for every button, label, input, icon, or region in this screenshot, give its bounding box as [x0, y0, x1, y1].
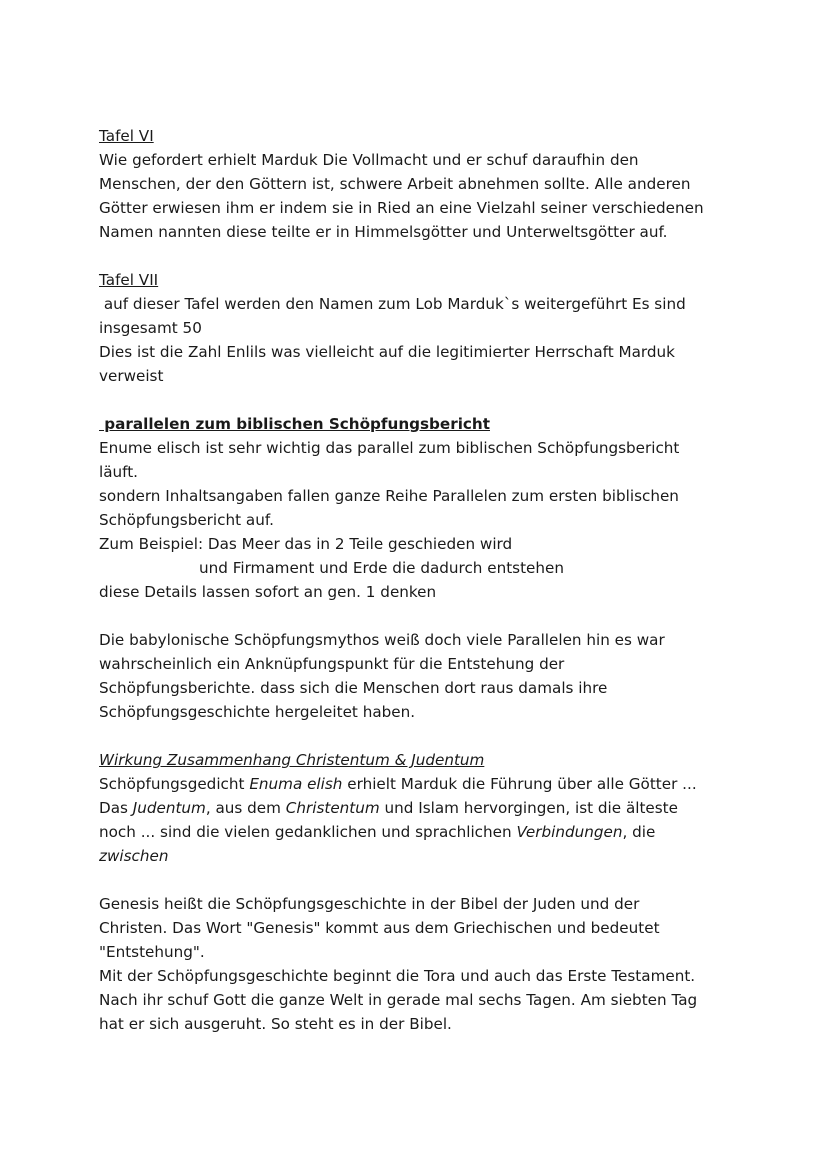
- paragraph-line: [99, 796, 739, 820]
- paragraph-line: wahrscheinlich ein Anknüpfungspunkt für die Entstehung der: [99, 655, 565, 673]
- paragraph-line: Namen nannten diese teilte er in Himmelsgötter und Unterweltsgötter auf.: [99, 223, 668, 241]
- blank-line: [99, 388, 739, 412]
- paragraph-line: Dies ist die Zahl Enlils was vielleicht auf die legitimierter Herrschaft Marduk: [99, 343, 675, 361]
- paragraph-line: sondern Inhaltsangaben fallen ganze Reihe Parallelen zum ersten biblischen: [99, 487, 679, 505]
- blank-line: [99, 604, 739, 628]
- paragraph-line: insgesamt 50: [99, 319, 202, 337]
- text-run: , die: [622, 823, 656, 841]
- section-heading-tafel-vii: Tafel VII: [99, 271, 159, 289]
- paragraph-line: verweist: [99, 367, 164, 385]
- paragraph-line: zwischen: [99, 847, 169, 865]
- text-run: und Islam hervorgingen, ist die älteste: [379, 799, 678, 817]
- paragraph-line: läuft.: [99, 463, 139, 481]
- blank-line: [99, 868, 739, 892]
- paragraph-line: Genesis heißt die Schöpfungsgeschichte in der Bibel der Juden und der: [99, 895, 640, 913]
- paragraph-line: Zum Beispiel: Das Meer das in 2 Teile geschieden wird: [99, 535, 513, 553]
- paragraph-line: Schöpfungsgeschichte hergeleitet haben.: [99, 703, 416, 721]
- text-run: erhielt Marduk die Führung über alle Götter ...: [342, 775, 697, 793]
- paragraph-line: Wie gefordert erhielt Marduk Die Vollmacht und er schuf daraufhin den: [99, 151, 639, 169]
- paragraph-line: "Entstehung".: [99, 943, 205, 961]
- text-run: noch ... sind die vielen gedanklichen und sprachlichen: [99, 823, 517, 841]
- paragraph-line: Menschen, der den Göttern ist, schwere Arbeit abnehmen sollte. Alle anderen: [99, 175, 691, 193]
- italic-term: Enuma elish: [249, 775, 343, 793]
- paragraph-line: [99, 820, 739, 844]
- paragraph-line: Schöpfungsbericht auf.: [99, 511, 274, 529]
- italic-term: Christentum: [285, 799, 380, 817]
- section-heading-parallelen: parallelen zum biblischen Schöpfungsbericht: [99, 415, 490, 433]
- blank-line: [99, 724, 739, 748]
- italic-term: Verbindungen: [516, 823, 623, 841]
- paragraph-line-indented: und Firmament und Erde die dadurch entstehen: [199, 559, 564, 577]
- paragraph-line: Christen. Das Wort "Genesis" kommt aus dem Griechischen und bedeutet: [99, 919, 660, 937]
- section-heading-tafel-vi: Tafel VI: [99, 127, 154, 145]
- blank-line: [99, 244, 739, 268]
- paragraph-line: Götter erwiesen ihm er indem sie in Ried an eine Vielzahl seiner verschiedenen: [99, 199, 704, 217]
- paragraph-line: Mit der Schöpfungsgeschichte beginnt die Tora und auch das Erste Testament.: [99, 967, 696, 985]
- paragraph-line: diese Details lassen sofort an gen. 1 denken: [99, 583, 437, 601]
- text-run: Schöpfungsgedicht: [99, 775, 250, 793]
- document-page: [99, 124, 739, 1036]
- paragraph-line: Nach ihr schuf Gott die ganze Welt in gerade mal sechs Tagen. Am siebten Tag: [99, 991, 698, 1009]
- italic-term: Judentum: [132, 799, 206, 817]
- paragraph-line: Enume elisch ist sehr wichtig das parallel zum biblischen Schöpfungsbericht: [99, 439, 680, 457]
- text-run: Das: [99, 799, 133, 817]
- section-heading-wirkung: Wirkung Zusammenhang Christentum & Judentum: [99, 751, 485, 769]
- paragraph-line: hat er sich ausgeruht. So steht es in der Bibel.: [99, 1015, 452, 1033]
- text-run: , aus dem: [205, 799, 286, 817]
- paragraph-line: [99, 772, 739, 796]
- paragraph-line: Schöpfungsberichte. dass sich die Menschen dort raus damals ihre: [99, 679, 608, 697]
- paragraph-line: auf dieser Tafel werden den Namen zum Lob Marduk`s weitergeführt Es sind: [99, 295, 686, 313]
- paragraph-line: Die babylonische Schöpfungsmythos weiß doch viele Parallelen hin es war: [99, 631, 665, 649]
